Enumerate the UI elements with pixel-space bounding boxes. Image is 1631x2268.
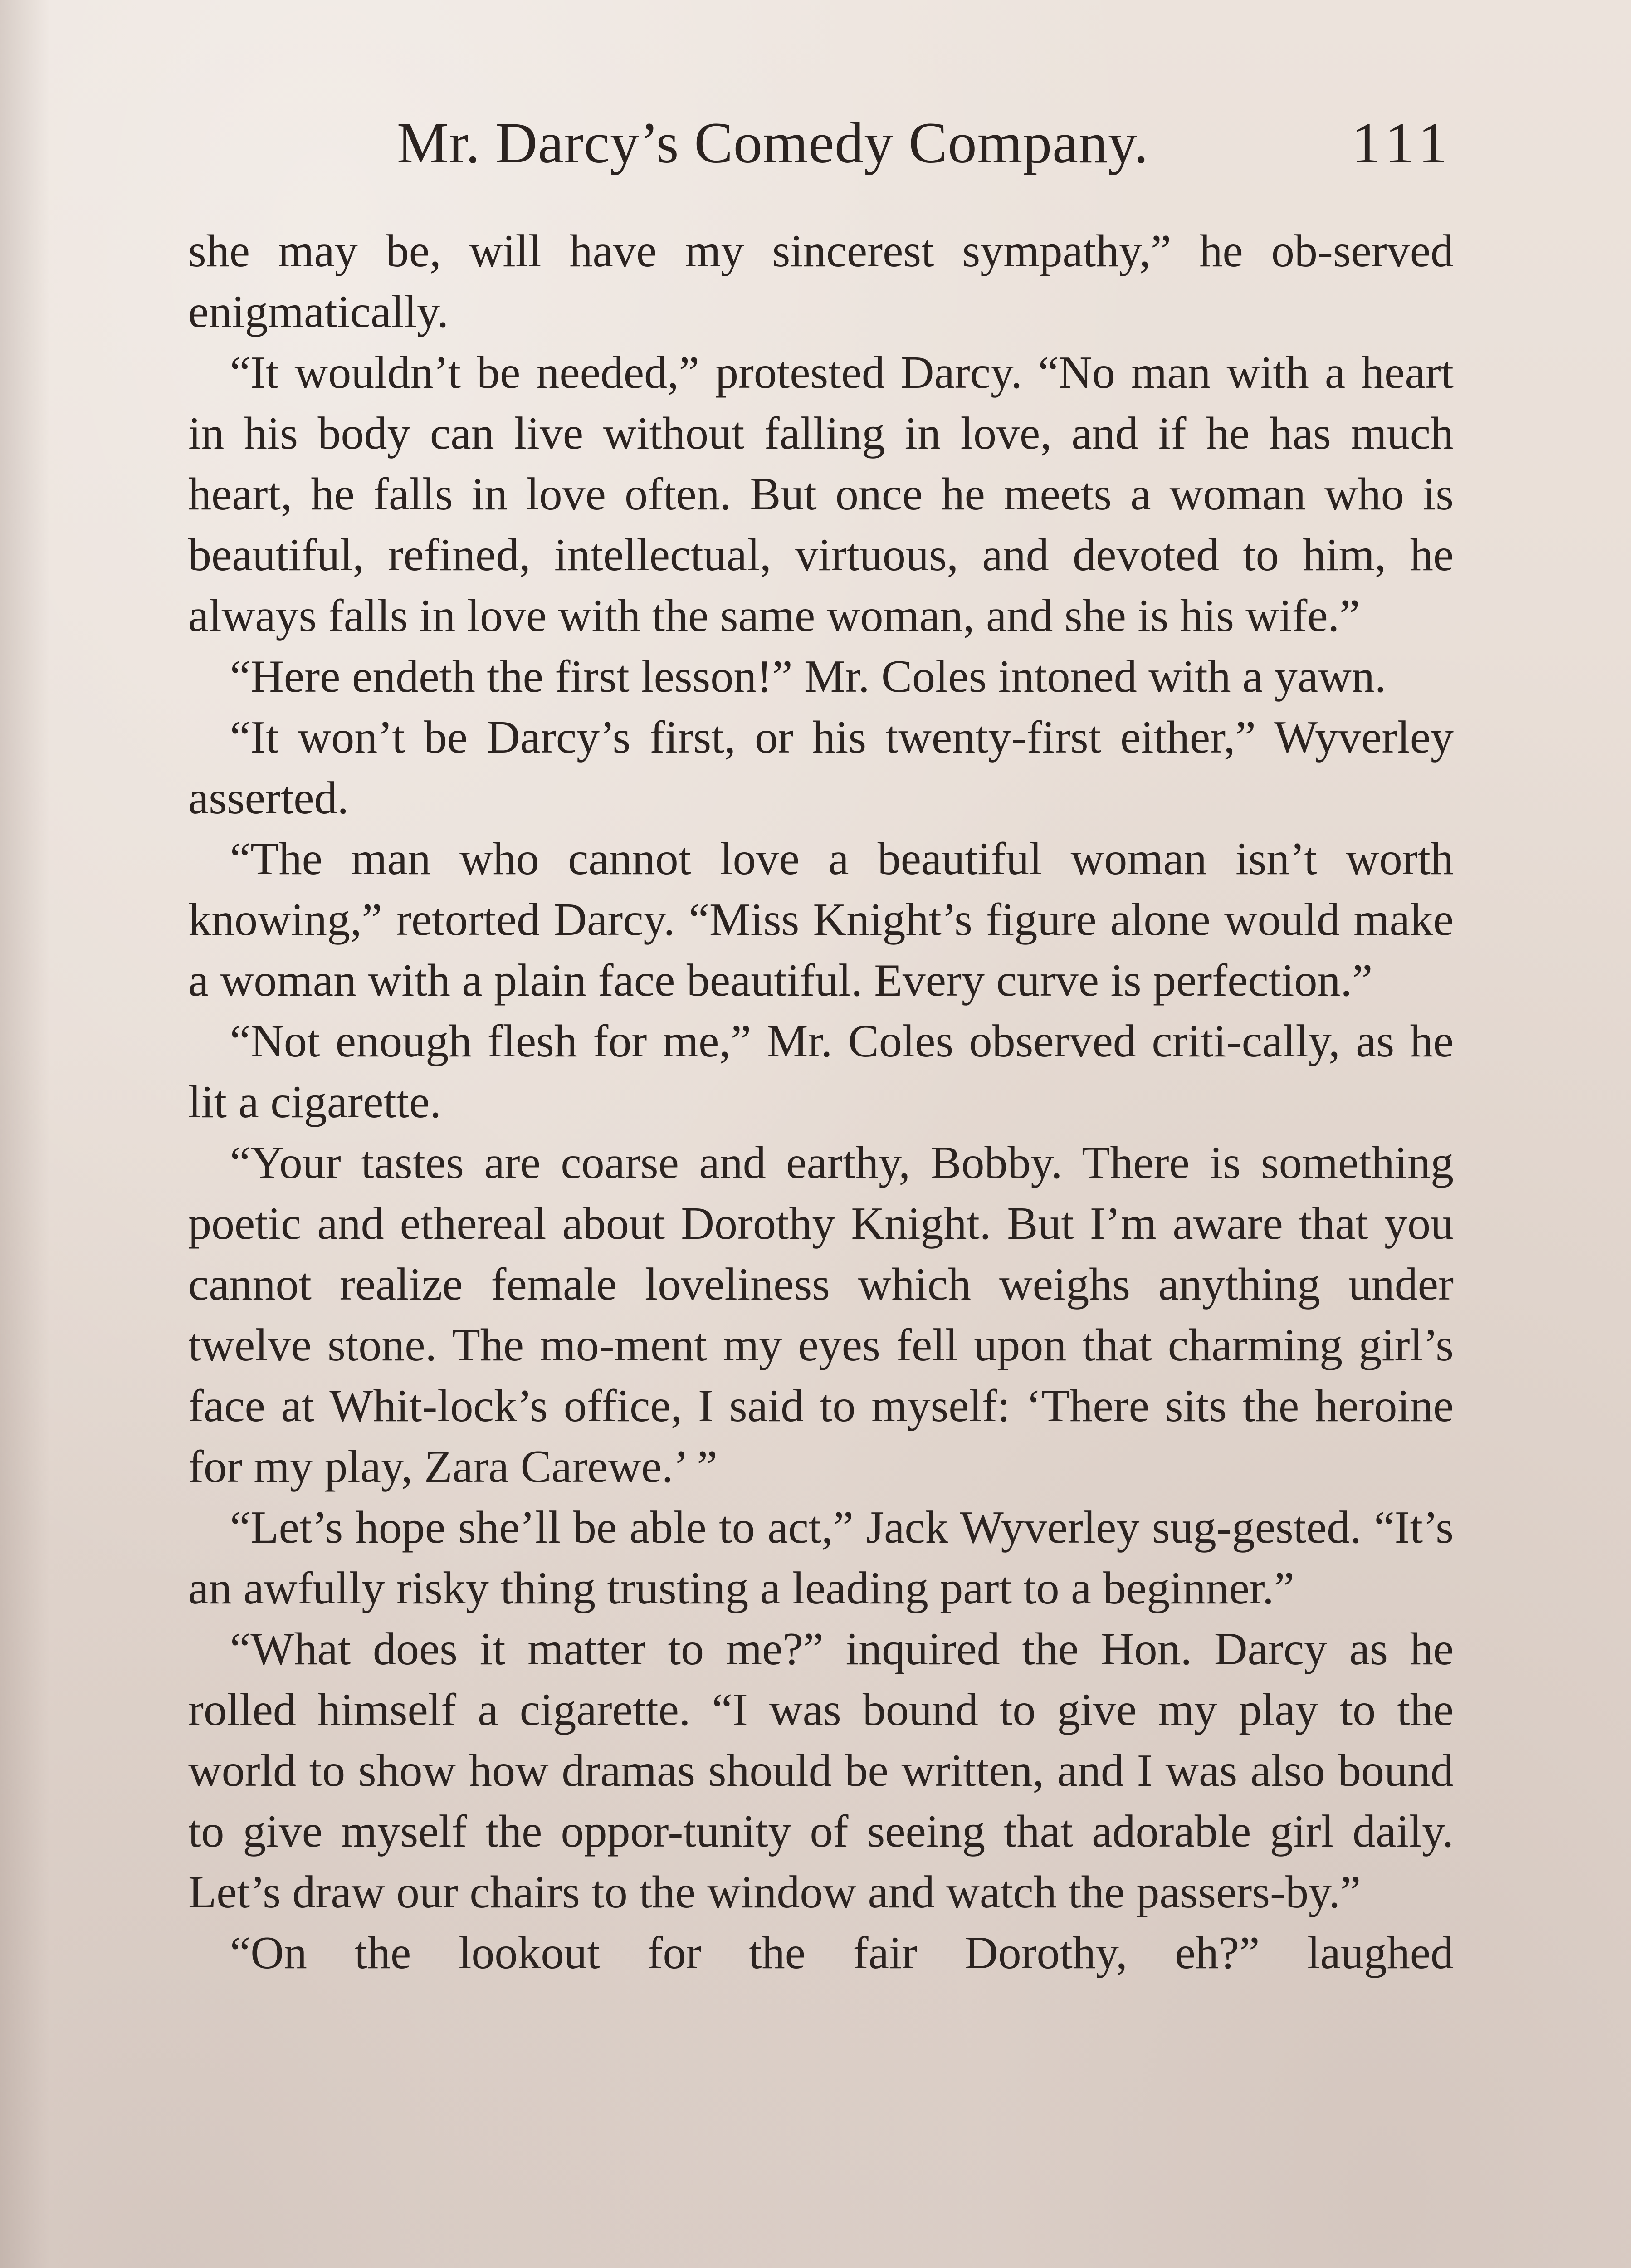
body-text <box>188 221 1454 1984</box>
page-number: 111 <box>1352 111 1454 175</box>
paragraph: “Here endeth the first lesson!” Mr. Coles intoned with a yawn. <box>230 651 1387 702</box>
paragraph: “It wouldn’t be needed,” protested Darcy. “No man with a heart in his body can live without falling in love, and if he has much heart, he falls in love often. But once he meets a woman who is beautiful, refined, intellectual, virtuous, and devoted to him, he always falls in love with the same woman, and she is his wife.” <box>188 347 1454 641</box>
paragraph: “Your tastes are coarse and earthy, Bobby. There is something poetic and ethereal about Dorothy Knight. But I’m aware that you cannot realize female loveliness which weighs anything under twelve stone. The mo-ment my eyes fell upon that charming girl’s face at Whit-lock’s office, I said to myself: ‘There sits the heroine for my play, Zara Carewe.’ ” <box>188 1137 1454 1492</box>
running-title: Mr. Darcy’s Comedy Company. <box>397 111 1149 175</box>
paragraph: “It won’t be Darcy’s first, or his twenty-first either,” Wyverley asserted. <box>188 712 1454 824</box>
paragraph: “On the lookout for the fair Dorothy, eh?” laughed <box>230 1927 1454 1979</box>
paragraph: “What does it matter to me?” inquired the Hon. Darcy as he rolled himself a cigarette. “I was bound to give my play to the world to show how dramas should be written, and I was also bound to give myself the oppor-tunity of seeing that adorable girl daily. Let’s draw our chairs to the window and watch the passers-by.” <box>188 1623 1454 1918</box>
paragraph: “Not enough flesh for me,” Mr. Coles observed criti-cally, as he lit a cigarette. <box>188 1016 1454 1128</box>
page-header <box>188 107 1454 179</box>
page-gutter-shadow <box>0 0 50 2268</box>
paragraph: she may be, will have my sincerest sympathy,” he ob-served enigmatically. <box>188 225 1454 337</box>
paragraph: “Let’s hope she’ll be able to act,” Jack Wyverley sug-gested. “It’s an awfully risky thing trusting a leading part to a beginner.” <box>188 1502 1454 1614</box>
paragraph: “The man who cannot love a beautiful woman isn’t worth knowing,” retorted Darcy. “Miss Knight’s figure alone would make a woman with a plain face beautiful. Every curve is perfection.” <box>188 833 1454 1006</box>
